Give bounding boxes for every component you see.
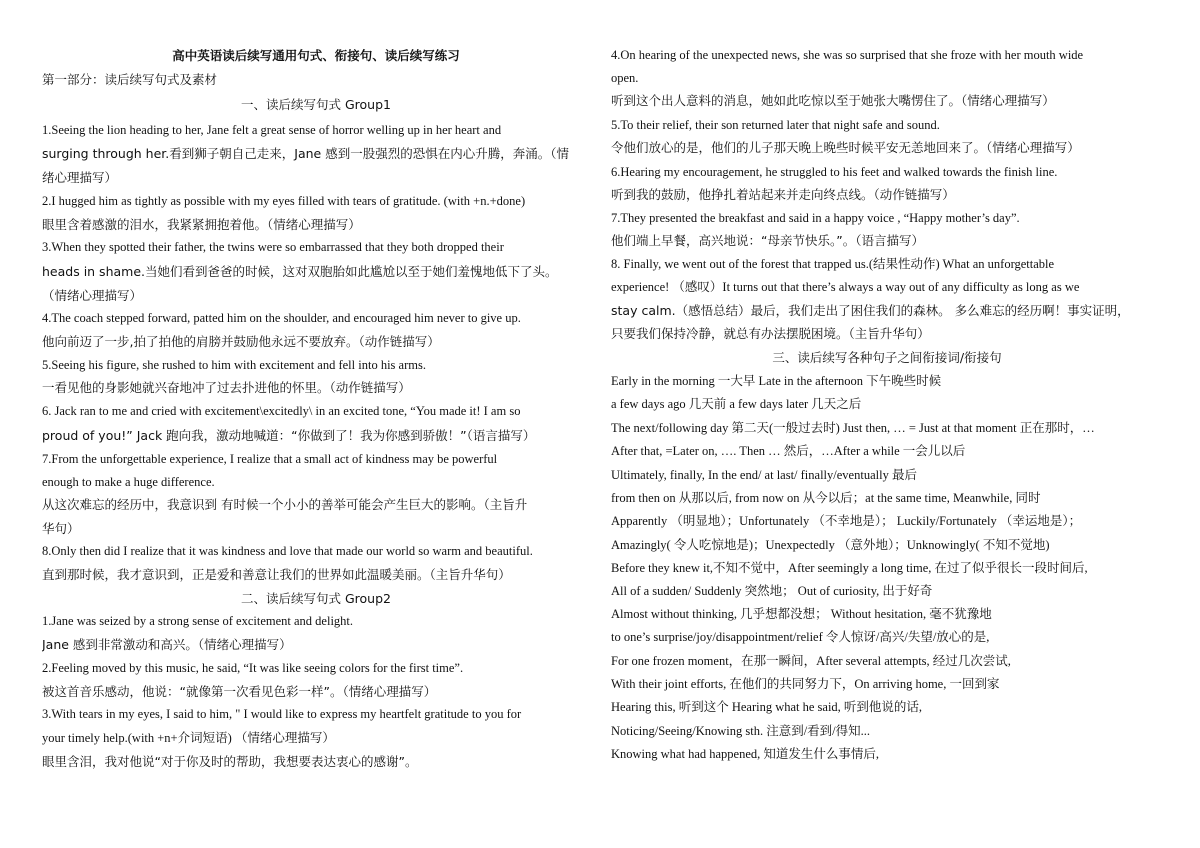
text-line: 2.Feeling moved by this music, he said, “It was like seeing colors for the first time”. (42, 661, 464, 675)
text-line: 8.Only then did I realize that it was kindness and love that made our world so warm and beautiful. (42, 544, 533, 558)
text-line: With their joint efforts, 在他们的共同努力下，On arriving home, 一回到家 (611, 677, 1000, 691)
text-line: 他向前迈了一步,拍了拍他的肩膀并鼓励他永远不要放弃。（动作链描写） (42, 334, 440, 349)
text-line: Ultimately, finally, In the end/ at last/ finally/eventually 最后 (611, 468, 917, 482)
text-line: After that, =Later on, …. Then … 然后，…After a while 一会儿以后 (611, 444, 966, 458)
text-line: 1.Seeing the lion heading to her, Jane felt a great sense of horror welling up in her heart and (42, 123, 502, 137)
text-line: The next/following day 第二天(一般过去时) Just then, … = Just at that moment 正在那时，… (611, 421, 1095, 435)
text-line: Knowing what had happened, 知道发生什么事情后, (611, 747, 880, 761)
text-line: experience! （感叹）It turns out that there’s always a way out of any difficulty as long as we (611, 280, 1080, 294)
text-line: 眼里含着感激的泪水，我紧紧拥抱着他。（情绪心理描写） (42, 217, 361, 232)
text-line: 1.Jane was seized by a strong sense of excitement and delight. (42, 614, 354, 628)
section-heading-connectives: 三、读后续写各种句子之间衔接词/衔接句 (772, 350, 1002, 365)
text-line: surging through her.看到狮子朝自己走来，Jane 感到一股强烈的恐惧在内心升腾，奔涌。（情 (42, 146, 569, 161)
text-line: 直到那时候，我才意识到，正是爱和善意让我们的世界如此温暖美丽。（主旨升华句） (42, 567, 511, 582)
text-line: from then on 从那以后, from now on 从今以后；at the same time, Meanwhile, 同时 (611, 491, 1041, 505)
text-line: 8. Finally, we went out of the forest that trapped us.(结果性动作) What an unforgettable (611, 257, 1055, 271)
text-line: 听到这个出人意料的消息，她如此吃惊以至于她张大嘴愣住了。（情绪心理描写） (611, 93, 1055, 108)
text-line: All of a sudden/ Suddenly 突然地； Out of curiosity, 出于好奇 (611, 584, 933, 598)
text-line: 华句） (42, 521, 80, 536)
text-line: 5.Seeing his figure, she rushed to him with excitement and fell into his arms. (42, 358, 426, 372)
document-title: 高中英语读后续写通用句式、衔接句、读后续写练习 (172, 48, 460, 63)
section-heading-group2: 二、读后续写句式 Group2 (241, 591, 391, 606)
text-line: 3.With tears in my eyes, I said to him, " I would like to express my heartfelt gratitude to you for (42, 707, 522, 721)
text-line: 3.When they spotted their father, the twins were so embarrassed that they both dropped their (42, 240, 504, 254)
text-line: Almost without thinking, 几乎想都没想； Without hesitation, 毫不犹豫地 (611, 607, 992, 621)
text-line: a few days ago 几天前 a few days later 几天之后 (611, 397, 862, 411)
text-line: 7.They presented the breakfast and said in a happy voice , “Happy mother’s day”. (611, 211, 1020, 225)
text-line: open. (611, 71, 639, 85)
text-line: heads in shame.当她们看到爸爸的时候，这对双胞胎如此尴尬以至于她们羞愧地低下了头。 (42, 264, 558, 279)
text-line: （情绪心理描写） (42, 288, 143, 303)
text-line: 听到我的鼓励，他挣扎着站起来并走向终点线。（动作链描写） (611, 187, 955, 202)
text-line: 5.To their relief, their son returned later that night safe and sound. (611, 118, 940, 132)
text-line: your timely help.(with +n+介词短语) （情绪心理描写） (42, 731, 335, 745)
text-line: 绪心理描写） (42, 170, 118, 185)
text-line: 6. Jack ran to me and cried with excitement\excitedly\ in an excited tone, “You made it! I am so (42, 404, 521, 418)
text-line: 4.The coach stepped forward, patted him on the shoulder, and encouraged him never to give up. (42, 311, 521, 325)
text-line: Early in the morning 一大早 Late in the afternoon 下午晚些时候 (611, 374, 942, 388)
text-line: 他们端上早餐，高兴地说：“母亲节快乐。”。（语言描写） (611, 233, 924, 248)
text-line: Apparently （明显地）；Unfortunately （不幸地是）； Luckily/Fortunately （幸运地是）； (611, 514, 1082, 528)
text-line: stay calm.（感悟总结）最后，我们走出了困住我们的森林。 多么难忘的经历啊！事实证明， (611, 303, 1130, 318)
text-line: 一看见他的身影她就兴奋地冲了过去扑进他的怀里。（动作链描写） (42, 380, 411, 395)
text-line: 令他们放心的是，他们的儿子那天晚上晚些时候平安无恙地回来了。（情绪心理描写） (611, 140, 1080, 155)
text-line: proud of you!” Jack 跑向我，激动地喊道：“你做到了！我为你感到骄傲！”（语言描写） (42, 428, 536, 443)
text-line: 从这次难忘的经历中，我意识到 有时候一个小小的善举可能会产生巨大的影响。（主旨升 (42, 497, 528, 512)
text-line: 只要我们保持冷静，就总有办法摆脱困境。（主旨升华句） (611, 326, 930, 341)
text-line: Hearing this, 听到这个 Hearing what he said, 听到他说的话, (611, 700, 923, 714)
text-line: For one frozen moment，在那一瞬间，After several attempts, 经过几次尝试, (611, 654, 1011, 668)
text-line: 被这首音乐感动，他说：“就像第一次看见色彩一样”。（情绪心理描写） (42, 684, 437, 699)
text-line: Noticing/Seeing/Knowing sth. 注意到/看到/得知... (611, 724, 871, 738)
text-line: to one’s surprise/joy/disappointment/relief 令人惊讶/高兴/失望/放心的是, (611, 630, 990, 644)
section-heading-group1: 一、读后续写句式 Group1 (241, 97, 391, 112)
text-line: Jane 感到非常激动和高兴。（情绪心理描写） (42, 637, 292, 652)
text-line: Before they knew it,不知不觉中，After seemingly a long time, 在过了似乎很长一段时间后, (611, 561, 1088, 575)
text-line: enough to make a huge difference. (42, 475, 215, 489)
text-line: 2.I hugged him as tightly as possible with my eyes filled with tears of gratitude. (with +n.+done) (42, 194, 526, 208)
text-line: 4.On hearing of the unexpected news, she was so surprised that she froze with her mouth wide (611, 48, 1084, 62)
text-line: 6.Hearing my encouragement, he struggled to his feet and walked towards the finish line. (611, 165, 1058, 179)
part-heading: 第一部分：读后续写句式及素材 (42, 72, 218, 87)
text-line: 7.From the unforgettable experience, I realize that a small act of kindness may be powerful (42, 452, 498, 466)
text-line: Amazingly( 令人吃惊地是)；Unexpectedly （意外地）；Unknowingly( 不知不觉地) (611, 538, 1050, 552)
text-line: 眼里含泪，我对他说“对于你及时的帮助，我想要表达衷心的感谢”。 (42, 754, 418, 769)
